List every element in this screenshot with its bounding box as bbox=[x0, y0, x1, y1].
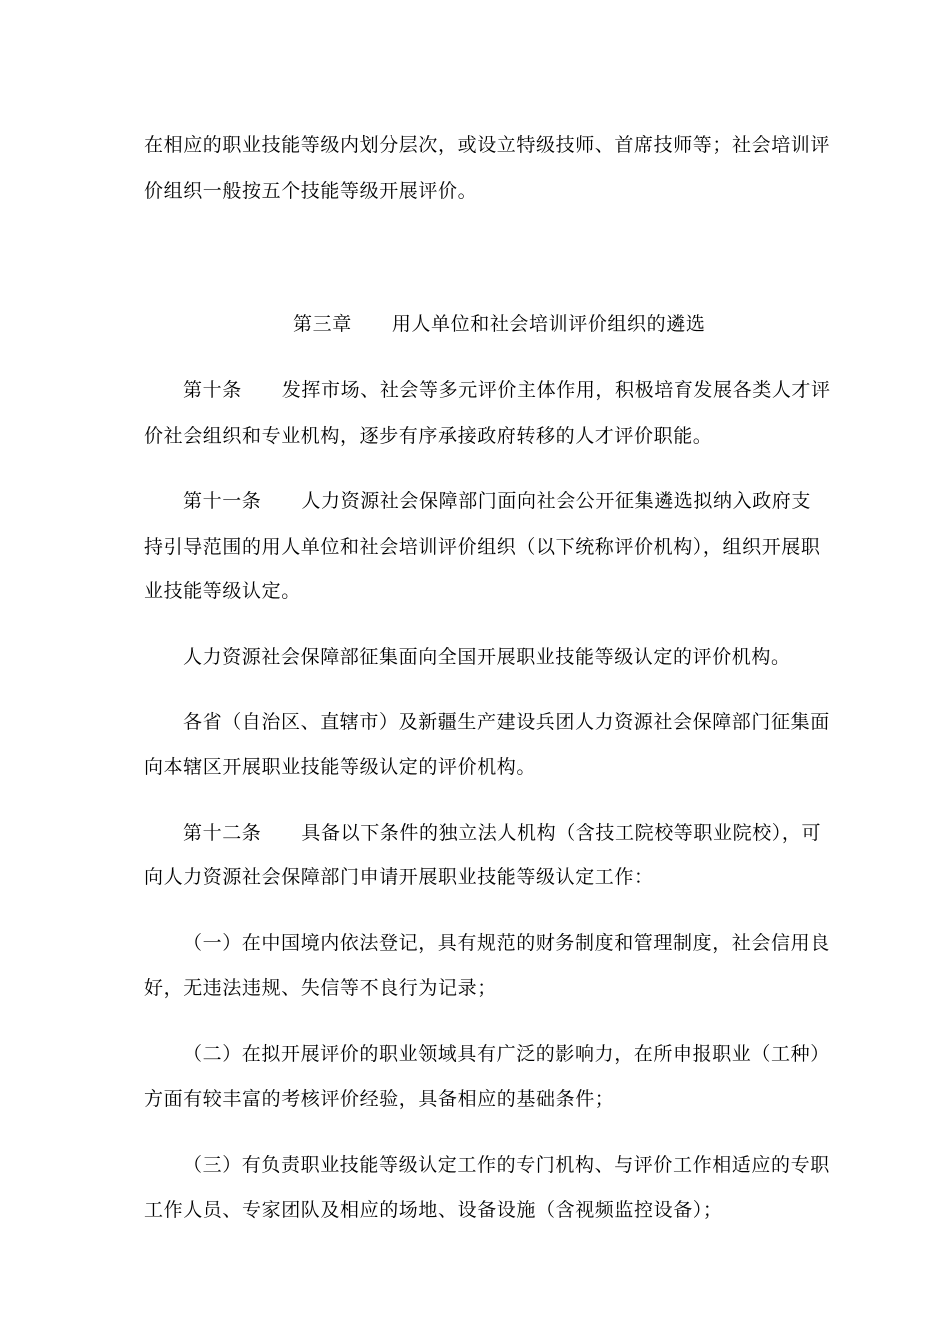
chapter-title: 用人单位和社会培训评价组织的遴选 bbox=[391, 313, 706, 335]
item-3-line-1: （三）有负责职业技能等级认定工作的专门机构、与评价工作相适应的专职 bbox=[183, 1154, 830, 1176]
intro-line-1: 在相应的职业技能等级内划分层次，或设立特级技师、首席技师等；社会培训评 bbox=[144, 134, 831, 156]
paragraph-provincial-line-2: 向本辖区开展职业技能等级认定的评价机构。 bbox=[144, 756, 537, 778]
article-11-number: 第十一条 bbox=[183, 490, 262, 512]
chapter-heading bbox=[293, 313, 705, 335]
item-3-line-2: 工作人员、专家团队及相应的场地、设备设施（含视频监控设备）； bbox=[144, 1199, 723, 1221]
item-2-line-1: （二）在拟开展评价的职业领域具有广泛的影响力，在所申报职业（工种） bbox=[183, 1043, 830, 1065]
article-10-text: 发挥市场、社会等多元评价主体作用，积极培育发展各类人才评 bbox=[281, 379, 831, 401]
article-12-number: 第十二条 bbox=[183, 822, 262, 844]
article-12-line-2: 向人力资源社会保障部门申请开展职业技能等级认定工作： bbox=[144, 866, 654, 888]
article-12-text: 具备以下条件的独立法人机构（含技工院校等职业院校），可 bbox=[301, 822, 822, 844]
article-10-number: 第十条 bbox=[183, 379, 242, 401]
article-11-line-1 bbox=[183, 490, 811, 512]
article-12-line-1 bbox=[183, 822, 821, 844]
article-10-line-2: 价社会组织和专业机构，逐步有序承接政府转移的人才评价职能。 bbox=[144, 425, 713, 447]
item-1-line-2: 好，无违法违规、失信等不良行为记录； bbox=[144, 977, 497, 999]
item-1-line-1: （一）在中国境内依法登记，具有规范的财务制度和管理制度，社会信用良 bbox=[183, 932, 830, 954]
intro-line-2: 价组织一般按五个技能等级开展评价。 bbox=[144, 180, 478, 202]
article-11-line-2: 持引导范围的用人单位和社会培训评价组织（以下统称评价机构），组织开展职 bbox=[144, 536, 821, 558]
paragraph-national-line-1: 人力资源社会保障部征集面向全国开展职业技能等级认定的评价机构。 bbox=[183, 646, 791, 668]
article-11-text: 人力资源社会保障部门面向社会公开征集遴选拟纳入政府支 bbox=[301, 490, 812, 512]
article-11-line-3: 业技能等级认定。 bbox=[144, 580, 301, 602]
item-2-line-2: 方面有较丰富的考核评价经验，具备相应的基础条件； bbox=[144, 1088, 615, 1110]
paragraph-provincial-line-1: 各省（自治区、直辖市）及新疆生产建设兵团人力资源社会保障部门征集面 bbox=[183, 711, 830, 733]
chapter-number: 第三章 bbox=[293, 313, 352, 335]
article-10-line-1 bbox=[183, 379, 831, 401]
